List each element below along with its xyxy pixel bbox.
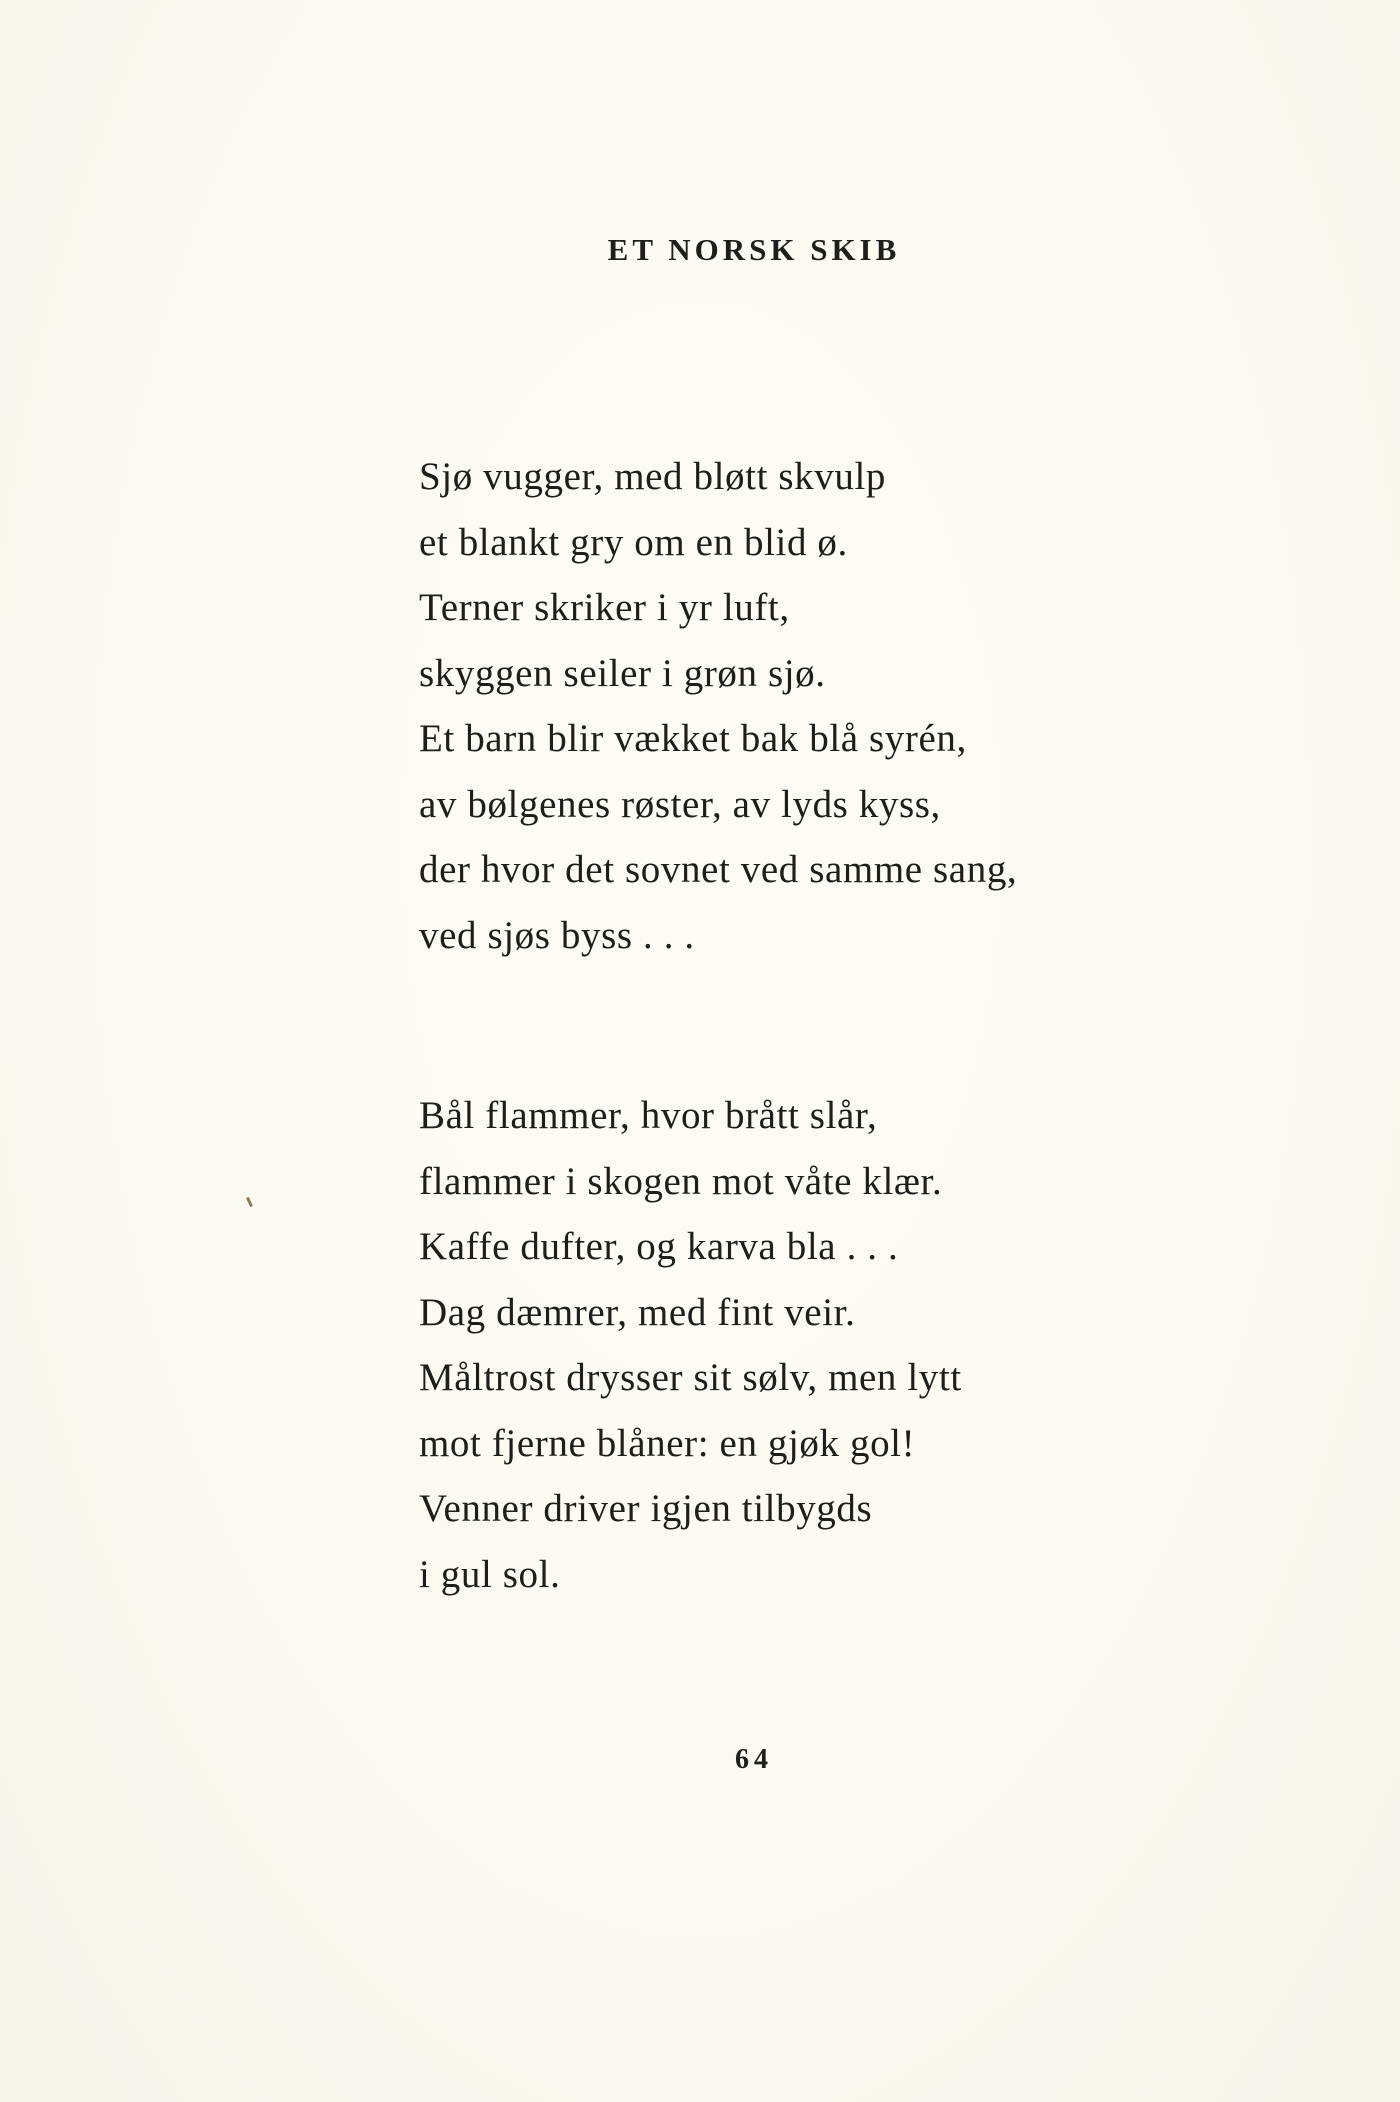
- verse-line: av bølgenes røster, av lyds kyss,: [419, 782, 941, 826]
- page-number: 64: [735, 1744, 773, 1775]
- verse-line: Bål flammer, hvor brått slår,: [419, 1094, 878, 1137]
- verse-line: Kaffe dufter, og karva bla . . .: [419, 1225, 899, 1268]
- verse-line: mot fjerne blåner: en gjøk gol!: [419, 1421, 916, 1465]
- verse-line: flammer i skogen mot våte klær.: [419, 1159, 943, 1203]
- verse-line: Sjø vugger, med bløtt skvulp: [419, 455, 886, 498]
- verse-line: et blankt gry om en blid ø.: [419, 520, 848, 564]
- stanza-1: [419, 444, 1017, 968]
- verse-line: Måltrost drysser sit sølv, men lytt: [419, 1356, 962, 1399]
- verse-line: skyggen seiler i grøn sjø.: [419, 651, 826, 695]
- poem-title: ET NORSK SKIB: [607, 232, 901, 267]
- verse-line: Et barn blir vækket bak blå syrén,: [419, 717, 967, 760]
- verse-line: i gul sol.: [419, 1552, 561, 1596]
- verse-line: ved sjøs byss . . .: [419, 913, 695, 957]
- verse-line: der hvor det sovnet ved samme sang,: [419, 848, 1018, 891]
- paper-speck: [246, 1197, 253, 1207]
- verse-line: Venner driver igjen tilbygds: [419, 1487, 873, 1530]
- verse-line: Terner skriker i yr luft,: [419, 586, 790, 629]
- verse-line: Dag dæmrer, med fint veir.: [419, 1290, 856, 1334]
- stanza-2: [419, 1083, 962, 1607]
